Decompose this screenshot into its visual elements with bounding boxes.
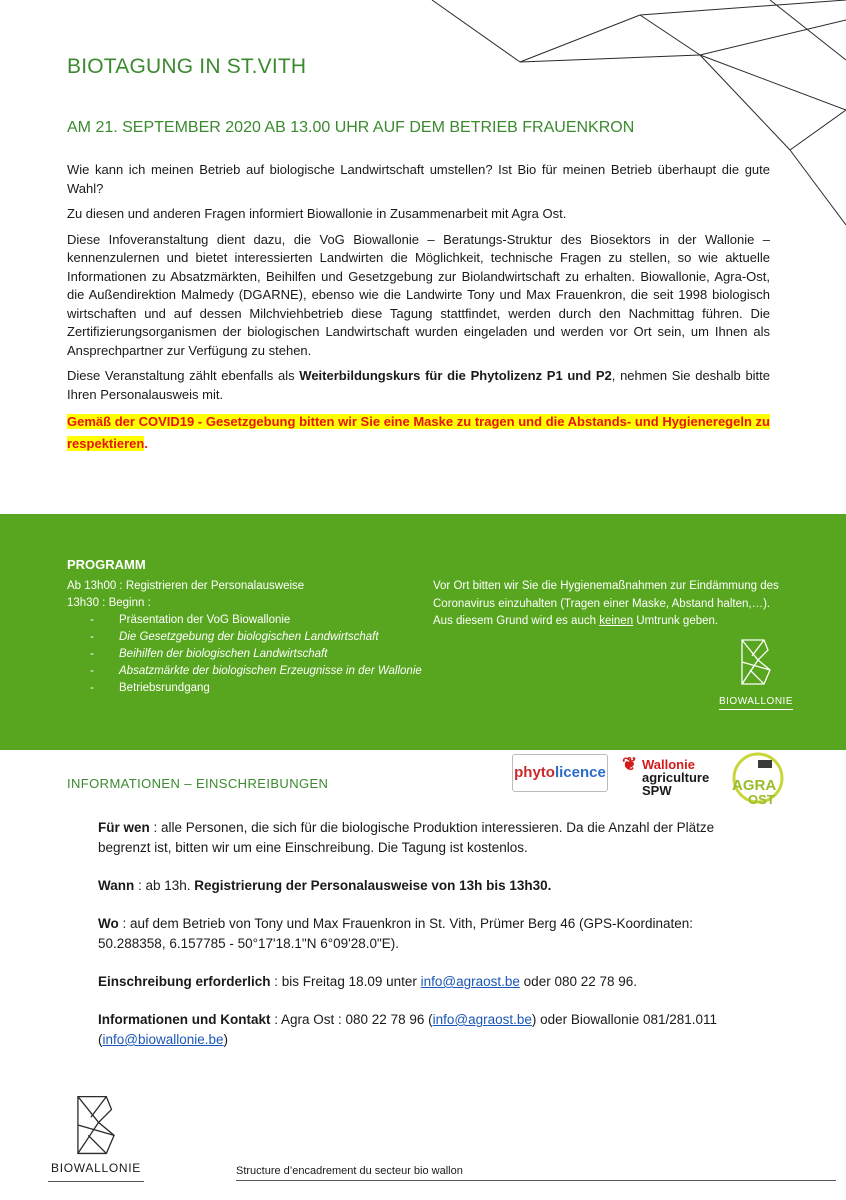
info-title: INFORMATIONEN – EINSCHREIBUNGEN bbox=[67, 776, 329, 791]
covid-warning-paragraph bbox=[67, 411, 770, 455]
programm-band bbox=[0, 514, 846, 750]
phytolizenz-highlight: Weiterbildungskurs für die Phytolizenz P1 und P2 bbox=[299, 368, 612, 383]
wallonie-agriculture-logo: ❦ Wallonie agriculture SPW bbox=[622, 754, 710, 798]
list-item: - Absatzmärkte der biologischen Erzeugnisse in der Wallonie bbox=[90, 665, 422, 677]
p4-pre: Diese Veranstaltung zählt ebenfalls als bbox=[67, 368, 300, 383]
biowallonie-mark-icon bbox=[70, 1094, 122, 1156]
page-title: BIOTAGUNG IN ST.VITH bbox=[67, 55, 307, 78]
schedule-line-1: Ab 13h00 : Registrieren der Personalausweise bbox=[67, 580, 305, 592]
info-fuer-wen: Für wen : alle Personen, die sich für die biologische Produktion interessieren. Da die Anzahl der Plätze begrenzt ist, bitten wir um eine Einschreibung. Die Tagung ist kostenlos. bbox=[98, 820, 715, 855]
programm-schedule bbox=[67, 578, 427, 697]
schedule-line-2: 13h30 : Beginn : bbox=[67, 597, 151, 609]
footer-text: Structure d’encadrement du secteur bio wallon bbox=[236, 1165, 836, 1181]
biowallonie-footer-label: BIOWALLONIE bbox=[51, 1161, 141, 1175]
list-item: - Beihilfen der biologischen Landwirtschaft bbox=[90, 648, 328, 660]
intro-paragraph-1: Wie kann ich meinen Betrieb auf biologische Landwirtschaft umstellen? Ist Bio für meinen Betrieb überhaupt die gute Wahl? bbox=[67, 162, 770, 196]
info-wann: Wann : ab 13h. Registrierung der Personalausweise von 13h bis 13h30. bbox=[98, 878, 552, 893]
biowallonie-email-link[interactable]: info@biowallonie.be bbox=[102, 1032, 224, 1047]
intro-paragraph-2: Zu diesen und anderen Fragen informiert Biowallonie in Zusammenarbeit mit Agra Ost. bbox=[67, 206, 567, 221]
programm-title: PROGRAMM bbox=[67, 557, 146, 572]
agra-ost-logo bbox=[724, 752, 788, 808]
footer-logo-underline bbox=[48, 1181, 144, 1182]
intro-section bbox=[67, 161, 770, 462]
covid-warning: Gemäß der COVID19 - Gesetzgebung bitten wir Sie eine Maske zu tragen und die Abstands- und Hygieneregeln zu respektieren bbox=[67, 414, 770, 451]
programm-list bbox=[67, 612, 427, 697]
biowallonie-mark-icon bbox=[736, 638, 776, 686]
phytolicence-logo: phytolicence bbox=[512, 754, 608, 792]
covid-warning-dot: . bbox=[144, 436, 148, 451]
info-body bbox=[98, 818, 758, 1068]
ost-text: OST bbox=[748, 792, 775, 807]
list-item: - Betriebsrundgang bbox=[90, 682, 210, 694]
partner-logos bbox=[510, 752, 792, 808]
agraost-email-link[interactable]: info@agraost.be bbox=[420, 974, 520, 989]
hygiene-notice: Vor Ort bitten wir Sie die Hygienemaßnahmen zur Eindämmung des Coronavirus einzuhalten (Tragen einer Maske, Abstand halten,…). Aus diesem Grund wird es auch keinen Umtrunk geben. bbox=[433, 580, 779, 627]
list-item: - Die Gesetzgebung der biologischen Landwirtschaft bbox=[90, 631, 379, 643]
info-einschreibung: Einschreibung erforderlich : bis Freitag 18.09 unter info@agraost.be oder 080 22 78 96. bbox=[98, 974, 638, 989]
info-kontakt: Informationen und Kontakt : Agra Ost : 080 22 78 96 (info@agraost.be) oder Biowallonie 081/281.011 (info@biowallonie.be) bbox=[98, 1012, 718, 1047]
event-date-subtitle: AM 21. SEPTEMBER 2020 AB 13.00 UHR AUF DEM BETRIEB FRAUENKRON bbox=[67, 119, 635, 136]
agra-text: AGRA bbox=[732, 777, 777, 794]
biowallonie-logo-band bbox=[711, 638, 801, 710]
p4-post: , nehmen Sie deshalb bitte Ihren Personalausweis mit. bbox=[67, 368, 771, 402]
intro-paragraph-4 bbox=[67, 367, 770, 404]
keinen-underlined: keinen bbox=[599, 615, 634, 627]
info-wo: Wo : auf dem Betrieb von Tony und Max Frauenkron in St. Vith, Prümer Berg 46 (GPS-Koordinaten: 50.288358, 6.157785 - 50°17'18.1"N 6°09'28.0"E). bbox=[98, 916, 694, 951]
list-item: - Präsentation der VoG Biowallonie bbox=[90, 614, 291, 626]
rooster-icon: ❦ bbox=[622, 754, 638, 774]
biowallonie-logo-label: BIOWALLONIE bbox=[719, 696, 793, 710]
agraost-email-link-2[interactable]: info@agraost.be bbox=[432, 1012, 532, 1027]
intro-paragraph-3: Diese Infoveranstaltung dient dazu, die VoG Biowallonie – Beratungs-Struktur des Biosektors in der Wallonie – kennenzulernen und bietet interessierten Landwirten die Möglichkeit, technische Fragen zu stellen, so wie aktuelle Informationen zu Absatzmärkten, Beihilfen und Gesetzgebung zur Biolandwirtschaft zu erhalten. Biowallonie, Agra-Ost, die Außendirektion Malmedy (DGARNE), ebenso wie die Landwirte Tony und Max Frauenkron, die seit 1998 biologisch wirtschaften und auf dessen Milchviehbetrieb diese Tagung stattfindet, werden durch den Nachmittag führen. Die Zertifizierungsorganismen der biologischen Landwirtschaft wurden eingeladen und werden vor Ort sein, um Ihnen als Ansprechpartner zur Verfügung zu stehen. bbox=[67, 231, 770, 358]
biowallonie-logo-footer bbox=[48, 1094, 144, 1175]
